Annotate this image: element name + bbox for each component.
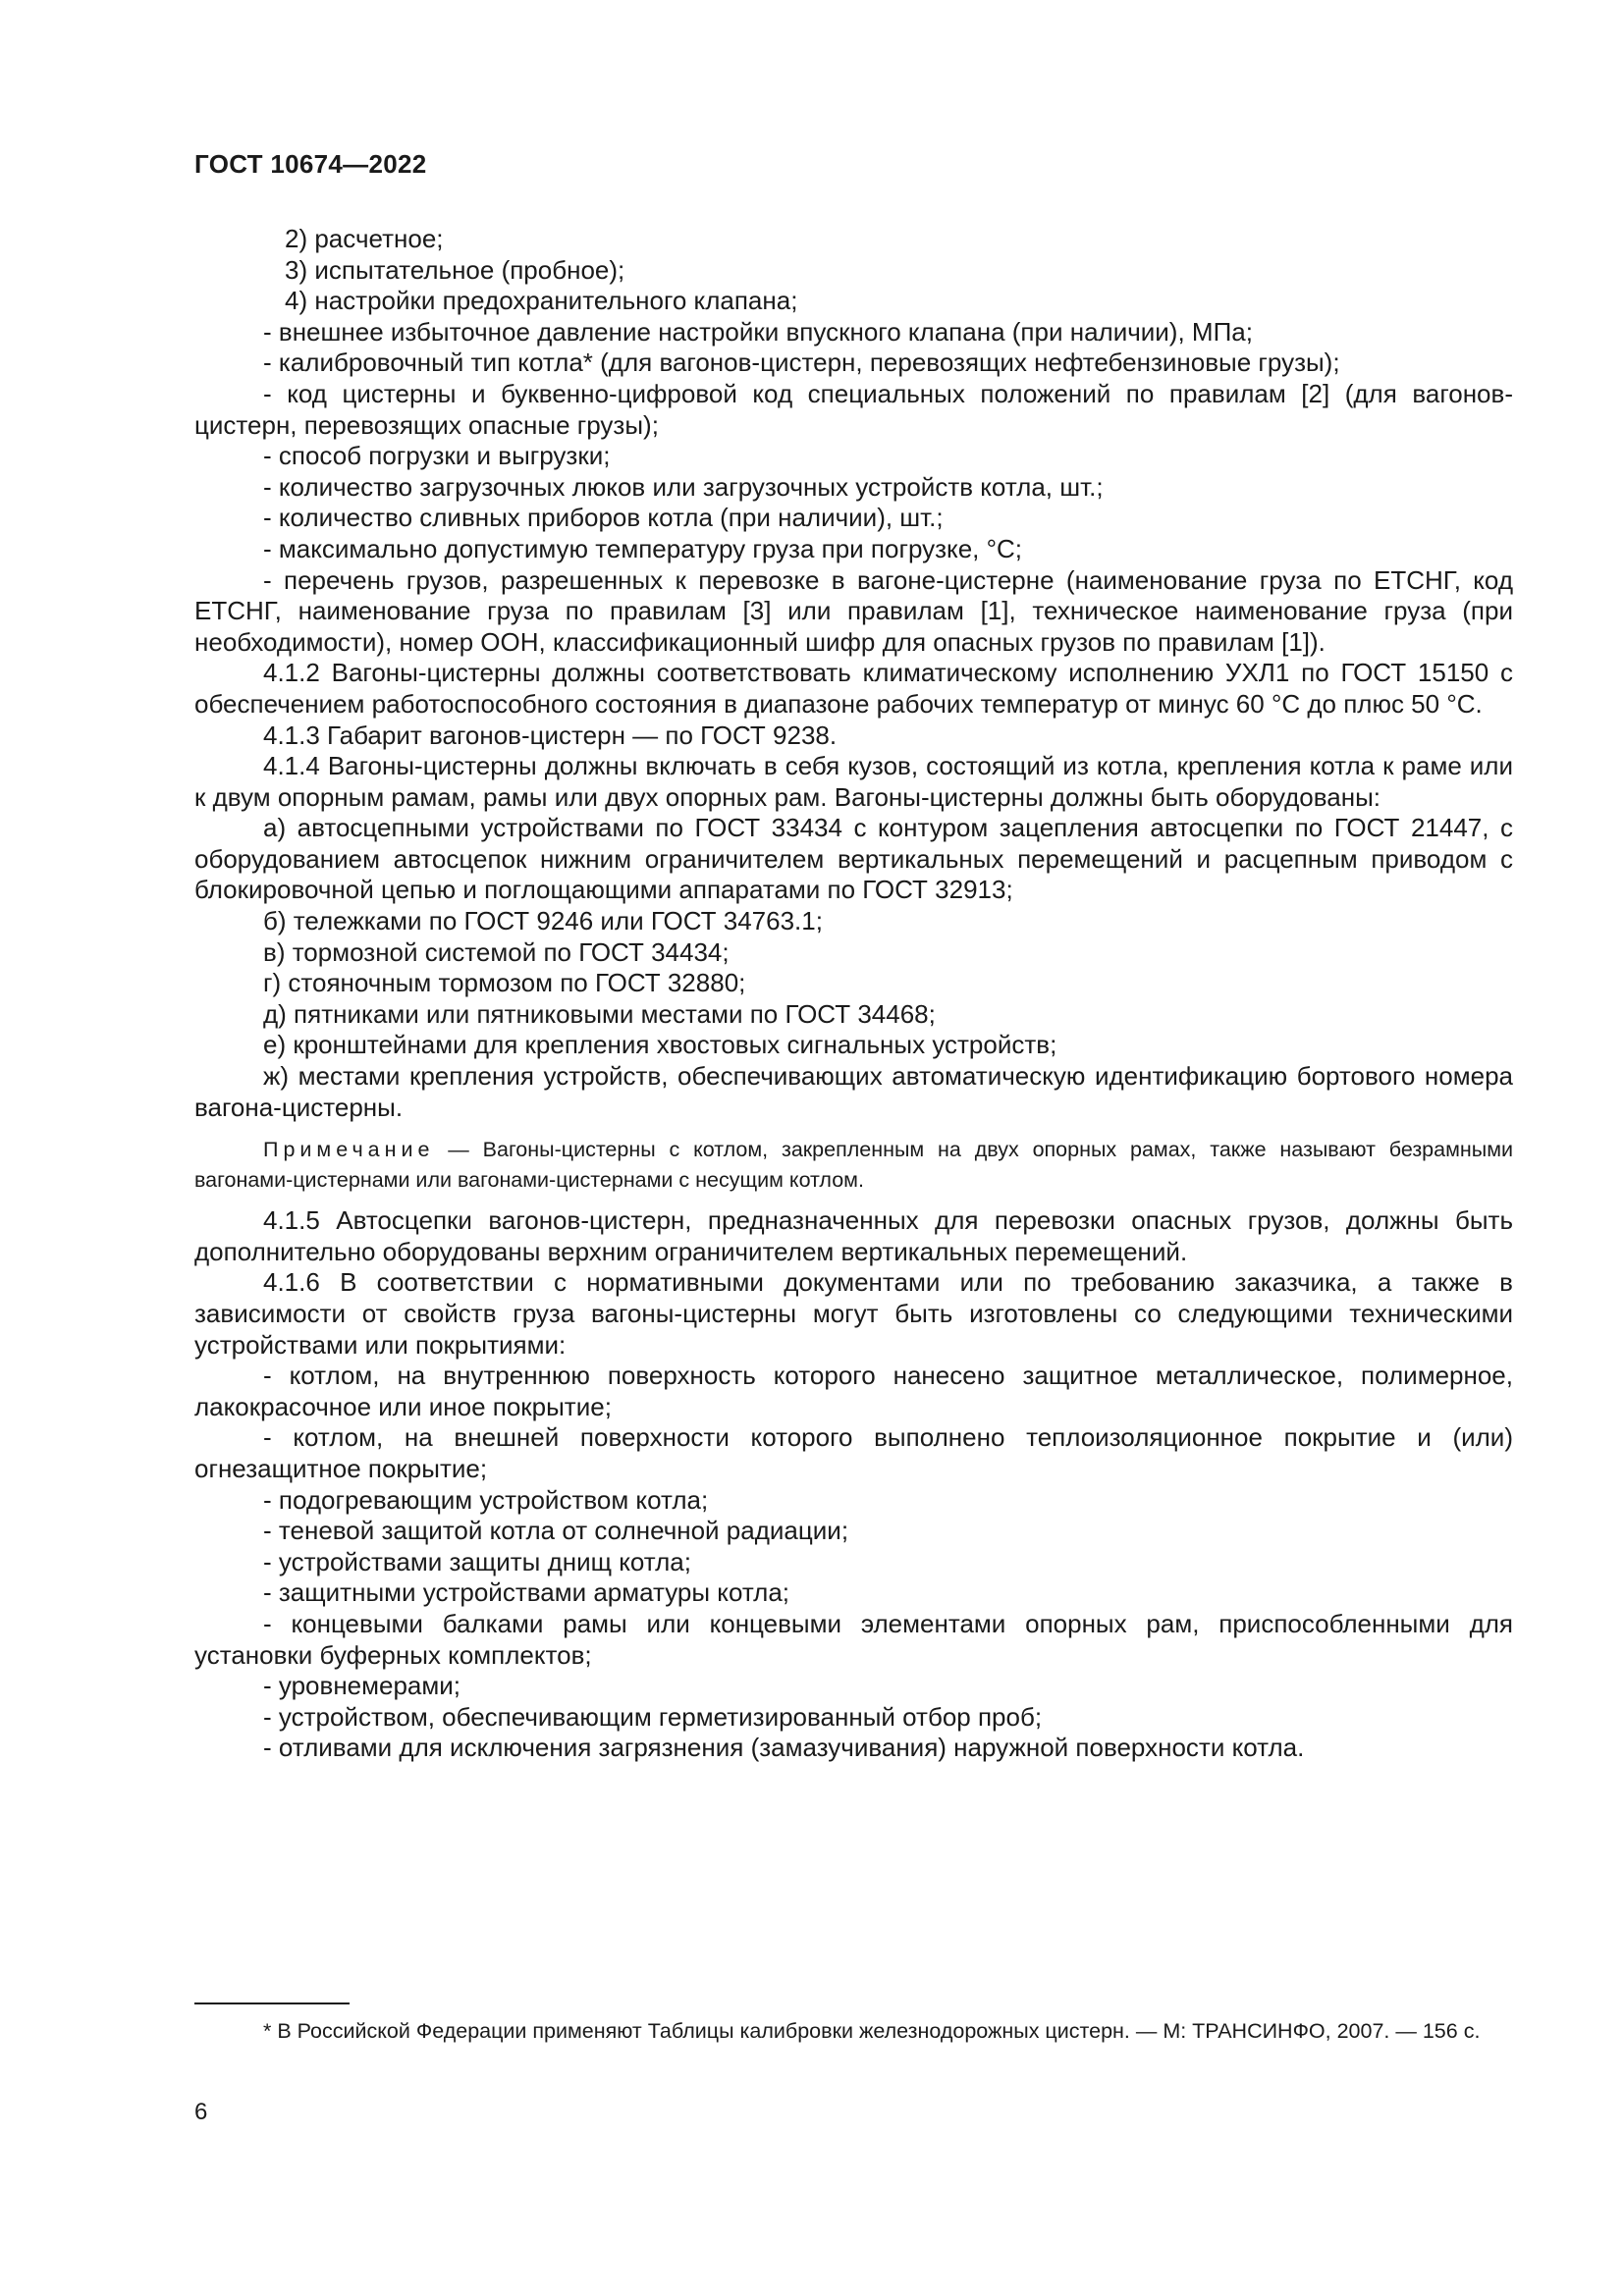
list-item: - устройствами защиты днищ котла; — [263, 1546, 691, 1576]
list-item: ж) местами крепления устройств, обеспечивающих автоматическую идентификацию бортового номера вагона-цистерны. — [194, 1061, 1513, 1122]
list-item: - калибровочный тип котла* (для вагонов-цистерн, перевозящих нефтебензиновые грузы); — [263, 347, 1340, 378]
list-item: - устройством, обеспечивающим герметизированный отбор проб; — [263, 1701, 1043, 1732]
list-item: - внешнее избыточное давление настройки впускного клапана (при наличии), МПа; — [263, 316, 1253, 347]
note-text: — Вагоны-цистерны с котлом, закрепленным на двух опорных рамах, также называют безрамными вагонами-цистернами или вагонами-цистернами с несущим котлом. — [194, 1138, 1513, 1193]
page-number: 6 — [194, 2099, 208, 2125]
list-item: - котлом, на внутреннюю поверхность которого нанесено защитное металлическое, полимерное, лакокрасочное или иное покрытие; — [194, 1361, 1513, 1421]
list-item: б) тележками по ГОСТ 9246 или ГОСТ 34763.1; — [263, 906, 823, 936]
clause-4-1-4: 4.1.4 Вагоны-цистерны должны включать в себя кузов, состоящий из котла, крепления котла к раме или к двум опорным рамам, рамы или двух опорных рам. Вагоны-цистерны должны быть оборудованы: — [194, 751, 1513, 812]
note — [194, 1135, 1513, 1196]
footnote-divider — [194, 2002, 350, 2004]
clause-4-1-6: 4.1.6 В соответствии с нормативными документами или по требованию заказчика, а также в зависимости от свойств груза вагоны-цистерны могут быть изготовлены со следующими техническими устройствами или покрытиями: — [194, 1267, 1513, 1360]
list-item: - защитными устройствами арматуры котла; — [263, 1577, 790, 1608]
list-item: г) стояночным тормозом по ГОСТ 32880; — [263, 968, 746, 998]
document-body — [194, 224, 1513, 1764]
list-item: 2) расчетное; — [285, 224, 444, 253]
list-item: - отливами для исключения загрязнения (замазучивания) наружной поверхности котла. — [263, 1733, 1305, 1763]
clause-4-1-3: 4.1.3 Габарит вагонов-цистерн — по ГОСТ 9238. — [263, 720, 838, 750]
list-item: - уровнемерами; — [263, 1671, 461, 1701]
list-item: - количество загрузочных люков или загрузочных устройств котла, шт.; — [263, 471, 1104, 502]
note-label: Примечание — [263, 1138, 435, 1162]
list-item: - код цистерны и буквенно-цифровой код специальных положений по правилам [2] (для вагонов-цистерн, перевозящих опасные грузы); — [194, 378, 1513, 440]
footnote: * В Российской Федерации применяют Таблицы калибровки железнодорожных цистерн. — М: ТРАНСИНФО, 2007. — 156 с. — [263, 2019, 1481, 2043]
list-item: в) тормозной системой по ГОСТ 34434; — [263, 936, 730, 967]
list-item: - перечень грузов, разрешенных к перевозке в вагоне-цистерне (наименование груза по ЕТСНГ, код ЕТСНГ, наименование груза по правилам [3] или правилам [1], техническое наименование груза (при необходимости), номер ООН, классификационный шифр для опасных грузов по правилам [1]). — [194, 564, 1513, 657]
clause-4-1-2: 4.1.2 Вагоны-цистерны должны соответствовать климатическому исполнению УХЛ1 по ГОСТ 15150 с обеспечением работоспособного состояния в диапазоне рабочих температур от минус 60 °С до плюс 50 °С. — [194, 658, 1513, 719]
list-item: 4) настройки предохранительного клапана; — [285, 286, 798, 316]
list-item: - подогревающим устройством котла; — [263, 1484, 709, 1515]
list-item: а) автосцепными устройствами по ГОСТ 33434 с контуром зацепления автосцепки по ГОСТ 21447, с оборудованием автосцепок нижним ограничителем вертикальных перемещений и расцепным приводом с блокировочной цепью и поглощающими аппаратами по ГОСТ 32913; — [194, 813, 1513, 905]
list-item: - котлом, на внешней поверхности которого выполнено теплоизоляционное покрытие и (или) огнезащитное покрытие; — [194, 1422, 1513, 1483]
list-item: 3) испытательное (пробное); — [285, 254, 625, 285]
list-item: - теневой защитой котла от солнечной радиации; — [263, 1516, 849, 1546]
list-item: е) кронштейнами для крепления хвостовых сигнальных устройств; — [263, 1030, 1057, 1060]
list-item: - количество сливных приборов котла (при наличии), шт.; — [263, 503, 944, 533]
list-item: - концевыми балками рамы или концевыми элементами опорных рам, приспособленными для установки буферных комплектов; — [194, 1608, 1513, 1670]
list-item: - способ погрузки и выгрузки; — [263, 441, 611, 471]
list-item: - максимально допустимую температуру груза при погрузке, °С; — [263, 533, 1023, 563]
document-header: ГОСТ 10674—2022 — [194, 149, 427, 179]
list-item: д) пятниками или пятниковыми местами по ГОСТ 34468; — [263, 998, 936, 1029]
clause-4-1-5: 4.1.5 Автосцепки вагонов-цистерн, предназначенных для перевозки опасных грузов, должны быть дополнительно оборудованы верхним ограничителем вертикальных перемещений. — [194, 1205, 1513, 1266]
